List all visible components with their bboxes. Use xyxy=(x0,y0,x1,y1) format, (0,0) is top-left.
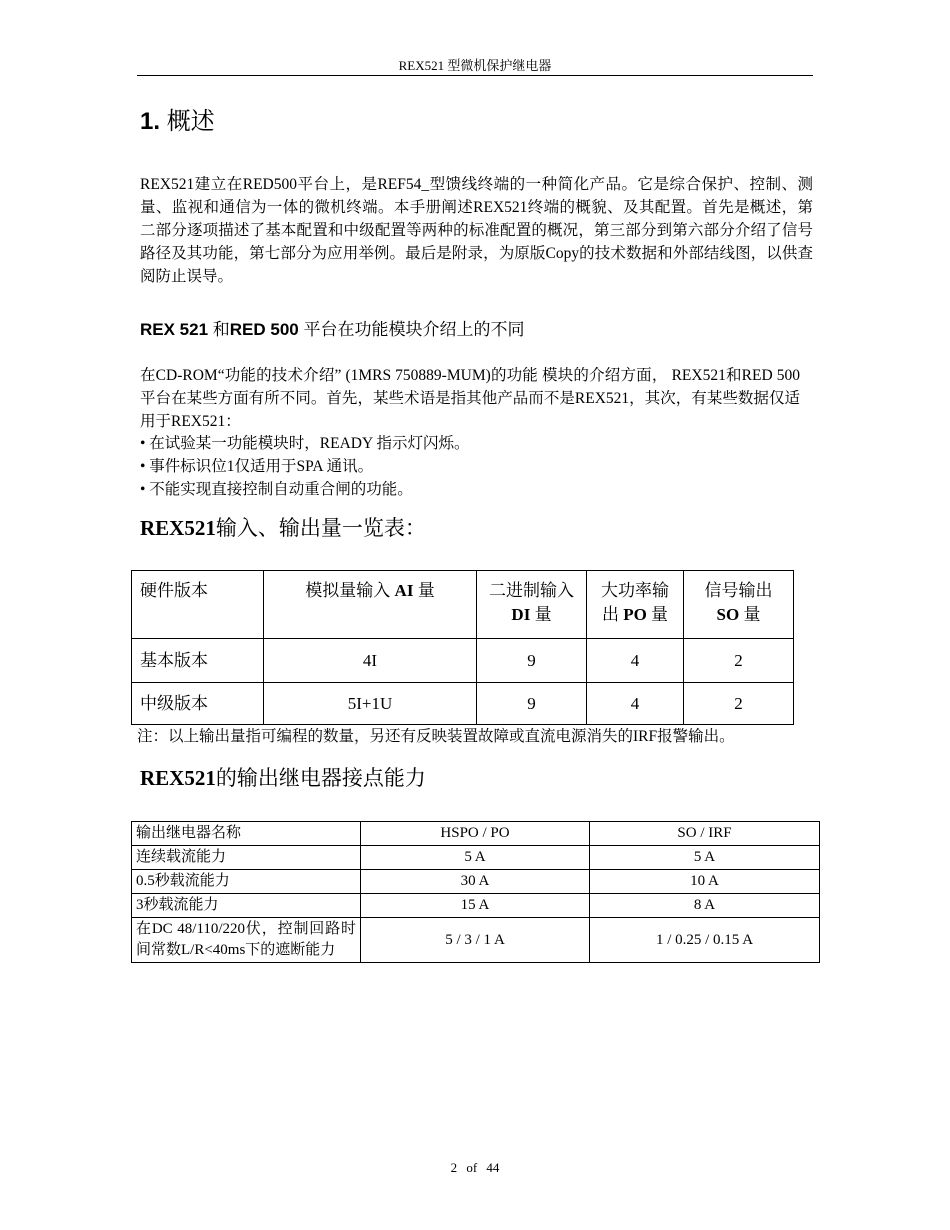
table-cell: 4I xyxy=(264,639,477,683)
header-bold: DI xyxy=(511,605,531,624)
table-cell: 2 xyxy=(684,683,794,725)
table-cell: 连续载流能力 xyxy=(132,846,361,870)
table-cell: 1 / 0.25 / 0.15 A xyxy=(590,918,820,963)
table-cell: 4 xyxy=(587,683,684,725)
table-cell: 在DC 48/110/220伏，控制回路时间常数L/R<40ms下的遮断能力 xyxy=(132,918,361,963)
table-row xyxy=(132,918,820,963)
list-item: • 在试验某一功能模块时，READY 指示灯闪烁。 xyxy=(140,435,470,452)
section-title: 概述 xyxy=(166,108,215,135)
table-cell: 3秒载流能力 xyxy=(132,894,361,918)
platform-diff-paragraph: 在CD-ROM“功能的技术介绍” (1MRS 750889-MUM)的功能 模块的介绍方面， REX521和RED 500 平台在某些方面有所不同。首先，某些术语是指其他产品而不是REX521，其次，有某些数据仅适用于REX521： xyxy=(140,367,800,430)
table-cell: 基本版本 xyxy=(132,639,264,683)
header-rule xyxy=(137,75,813,76)
io-heading-rest: 输入、输出量一览表： xyxy=(215,516,426,540)
table-header-cell xyxy=(264,571,477,639)
table-header-row xyxy=(132,571,794,639)
table-cell: 9 xyxy=(477,639,587,683)
table-header-cell xyxy=(587,571,684,639)
table-cell: 15 A xyxy=(361,894,590,918)
section-heading xyxy=(140,106,215,138)
relay-heading-bold: REX521 xyxy=(140,766,216,790)
table-row xyxy=(132,639,794,683)
header-text: 模拟量输入 xyxy=(305,581,395,600)
table-row xyxy=(132,846,820,870)
header-text: 信号输出 xyxy=(704,581,773,600)
list-item: • 事件标识位1仅适用于SPA 通讯。 xyxy=(140,458,374,475)
relay-heading-rest: 的输出继电器接点能力 xyxy=(215,766,426,790)
relay-table-heading xyxy=(140,764,426,792)
table-cell: 30 A xyxy=(361,870,590,894)
io-table xyxy=(131,570,794,725)
heading-rex521: REX 521 xyxy=(140,320,209,339)
table-header-cell xyxy=(684,571,794,639)
table-cell: 4 xyxy=(587,639,684,683)
header-text: 大功率输 xyxy=(601,581,669,600)
table-header-cell: SO / IRF xyxy=(590,822,820,846)
header-text: 硬件版本 xyxy=(140,581,208,600)
platform-diff-heading xyxy=(140,318,525,342)
heading-rest: 平台在功能模块介绍上的不同 xyxy=(298,320,525,339)
table-cell: 10 A xyxy=(590,870,820,894)
relay-table xyxy=(131,821,820,963)
table-cell: 中级版本 xyxy=(132,683,264,725)
list-item: • 不能实现直接控制自动重合闸的功能。 xyxy=(140,481,413,498)
io-table-note: 注：以上输出量指可编程的数量，另还有反映装置故障或直流电源消失的IRF报警输出。 xyxy=(137,728,735,745)
header-text: 量 xyxy=(413,581,435,600)
header-text: 出 xyxy=(601,605,624,624)
page-number: 2 of 44 xyxy=(450,1160,500,1175)
table-header-cell xyxy=(477,571,587,639)
section-number: 1. xyxy=(140,108,161,135)
intro-paragraph: REX521建立在RED500平台上，是REF54_型馈线终端的一种简化产品。它是综合保护、控制、测量、监视和通信为一体的微机终端。本手册阐述REX521终端的概貌、及其配置。首先是概述，第二部分逐项描述了基本配置和中级配置等两种的标准配置的概况，第三部分到第六部分介绍了信号路径及其功能，第七部分为应用举例。最后是附录，为原版Copy的技术数据和外部结线图，以供查阅防止误导。 xyxy=(140,176,813,285)
io-heading-bold: REX521 xyxy=(140,516,216,540)
page-header: REX521 型微机保护继电器 xyxy=(398,58,552,73)
table-row xyxy=(132,683,794,725)
table-cell: 8 A xyxy=(590,894,820,918)
header-text: 二进制输入 xyxy=(489,581,574,600)
table-cell: 5 / 3 / 1 A xyxy=(361,918,590,963)
bullet-list xyxy=(140,432,470,501)
table-header-cell: HSPO / PO xyxy=(361,822,590,846)
header-bold: PO xyxy=(623,605,647,624)
header-text: 量 xyxy=(646,605,669,624)
io-table-heading xyxy=(140,514,426,542)
header-text: 量 xyxy=(739,605,761,624)
table-cell: 5I+1U xyxy=(264,683,477,725)
table-cell: 5 A xyxy=(361,846,590,870)
table-header-row xyxy=(132,822,820,846)
table-row xyxy=(132,894,820,918)
header-bold: SO xyxy=(716,605,740,624)
table-cell: 2 xyxy=(684,639,794,683)
header-bold: AI xyxy=(394,581,414,600)
table-row xyxy=(132,870,820,894)
table-header-cell: 输出继电器名称 xyxy=(132,822,361,846)
header-text: 量 xyxy=(530,605,552,624)
table-header-cell xyxy=(132,571,264,639)
table-cell: 5 A xyxy=(590,846,820,870)
heading-red500: RED 500 xyxy=(229,320,299,339)
table-cell: 9 xyxy=(477,683,587,725)
heading-and: 和 xyxy=(208,320,230,339)
table-cell: 0.5秒载流能力 xyxy=(132,870,361,894)
